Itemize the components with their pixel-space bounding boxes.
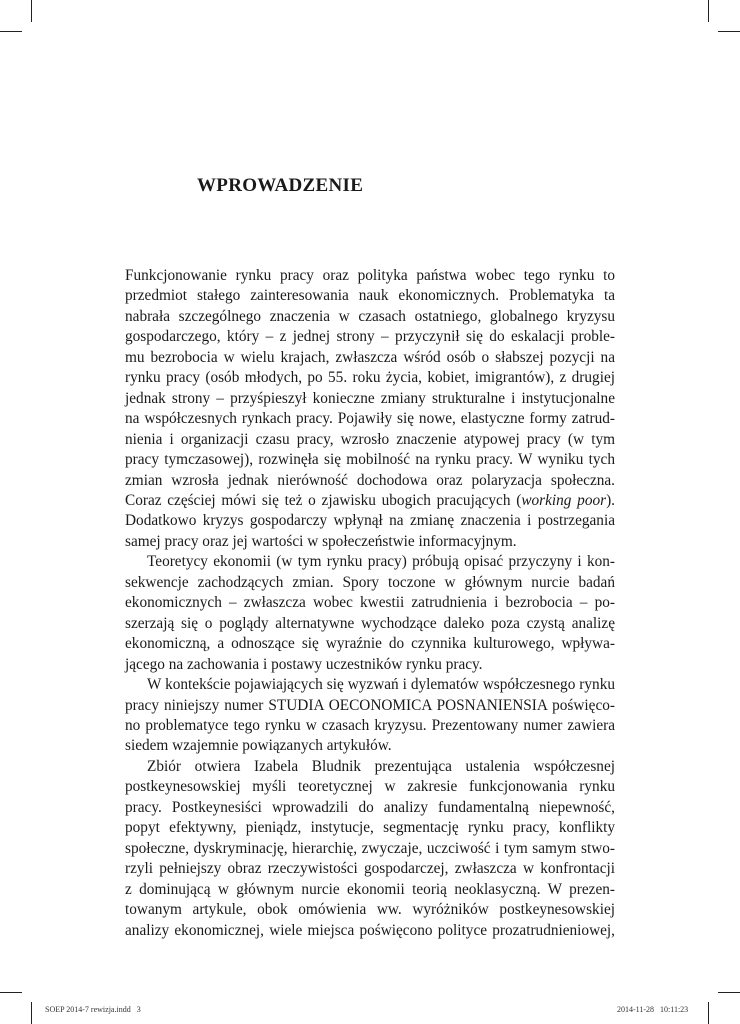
text-line: W kontekście pojawiających się wyzwań i dylematów współczesnego rynku: [147, 676, 615, 694]
page-title: WPROWADZENIE: [197, 175, 364, 196]
print-slug-timestamp: 2014-11-28 10:11:23: [617, 1005, 689, 1014]
text-line: nienia i organizacji czasu pracy, wzrosło znaczenie atypowej pracy (w tym: [125, 430, 615, 448]
text-line: sekwencje zachodzących zmian. Spory toczone w głównym nurcie badań: [125, 573, 615, 591]
paragraph-2: [125, 552, 615, 675]
crop-mark-top-left-h: [0, 31, 22, 32]
text-line: ekonomicznych – zwłaszcza wobec kwestii zatrudnienia i bezrobocia – po-: [125, 594, 615, 612]
text-line: pracy. Postkeynesiści wprowadzili do analizy fundamentalną niepewność,: [125, 798, 615, 816]
text-line: Dodatkowo kryzys gospodarczy wpłynął na zmianę znaczenia i postrzegania: [125, 512, 615, 530]
text-line: siedem wzajemnie powiązanych artykułów.: [125, 737, 392, 755]
text-line: nabrała szczególnego znaczenia w czasach ostatniego, globalnego kryzysu: [125, 307, 615, 325]
text-line: na współczesnych rynkach pracy. Pojawiły się nowe, elastyczne formy zatrud-: [125, 410, 615, 428]
text-line: szerzają się o poglądy alternatywne wychodzące daleko poza czystą analizę: [125, 614, 615, 632]
text-line: przedmiot stałego zainteresowania nauk ekonomicznych. Problematyka ta: [125, 287, 615, 305]
crop-mark-bottom-left-h: [0, 992, 22, 993]
body-text: [125, 266, 615, 941]
crop-mark-top-right: [708, 0, 709, 22]
text-line: mu bezrobocia w wielu krajach, zwłaszcza wśród osób o słabszej pozycji na: [125, 348, 615, 366]
text-line: z dominującą w głównym nurcie ekonomii teorią neoklasyczną. W prezen-: [125, 880, 615, 898]
text-line: ekonomiczną, a odnoszące się wyraźnie do czynnika kulturowego, wpływa-: [125, 635, 615, 653]
text-segment: ).: [606, 491, 615, 509]
text-line: pracy niniejszy numer STUDIA OECONOMICA POSNANIENSIA poświęco-: [125, 696, 615, 714]
crop-mark-bottom-right: [708, 1002, 709, 1024]
text-line: Zbiór otwiera Izabela Bludnik prezentująca ustalenia współczesnej: [147, 757, 615, 775]
text-line-with-italic: [125, 491, 615, 511]
paragraph-1: [125, 266, 615, 552]
text-segment: Coraz częściej mówi się też o zjawisku ubogich pracujących (: [125, 491, 522, 509]
text-line: postkeynesowskiej myśli teoretycznej w zakresie funkcjonowania rynku: [125, 778, 615, 796]
text-line: gospodarczego, który – z jednej strony – przyczynił się do eskalacji proble-: [125, 328, 615, 346]
text-line: społeczne, dyskryminację, hierarchię, zwyczaje, uczciwość i tym samym stwo-: [125, 839, 615, 857]
crop-mark-top-left: [31, 0, 32, 22]
text-line: Teoretycy ekonomii (w tym rynku pracy) próbują opisać przyczyny i kon-: [147, 553, 615, 571]
text-line: pracy tymczasowej), rozwinęła się mobilność na rynku pracy. W wyniku tych: [125, 451, 615, 469]
text-line: no problematyce tego rynku w czasach kryzysu. Prezentowany numer zawiera: [125, 716, 615, 734]
text-line: jednak strony – przyśpieszył konieczne zmiany strukturalne i instytucjonalne: [125, 389, 615, 407]
crop-mark-bottom-right-h: [718, 992, 740, 993]
text-line: analizy ekonomicznej, wiele miejsca poświęcono polityce prozatrudnieniowej,: [125, 921, 615, 939]
text-line: rzyli pełniejszy obraz rzeczywistości gospodarczej, zwłaszcza w konfrontacji: [125, 860, 615, 878]
text-line: popyt efektywny, pieniądz, instytucje, segmentację rynku pracy, konflikty: [125, 819, 615, 837]
text-line: rynku pracy (osób młodych, po 55. roku życia, kobiet, imigrantów), z drugiej: [125, 369, 615, 387]
paragraph-3: [125, 675, 615, 757]
print-slug-filename: SOEP 2014-7 rewizja.indd 3: [45, 1005, 141, 1014]
text-line: Funkcjonowanie rynku pracy oraz polityka państwa wobec tego rynku to: [125, 267, 615, 284]
text-line: zmian wzrosła jednak nierówność dochodowa oraz polaryzacja społeczna.: [125, 471, 615, 489]
text-line: jącego na zachowania i postawy uczestników rynku pracy.: [125, 655, 483, 673]
paragraph-4: [125, 757, 615, 941]
text-line: towanym artykule, obok omówienia ww. wyróżników postkeynesowskiej: [125, 901, 615, 919]
crop-mark-bottom-left: [31, 1002, 32, 1024]
crop-mark-top-right-h: [718, 31, 740, 32]
text-line: samej pracy oraz jej wartości w społeczeństwie informacyjnym.: [125, 532, 517, 550]
italic-term: working poor: [521, 491, 607, 509]
